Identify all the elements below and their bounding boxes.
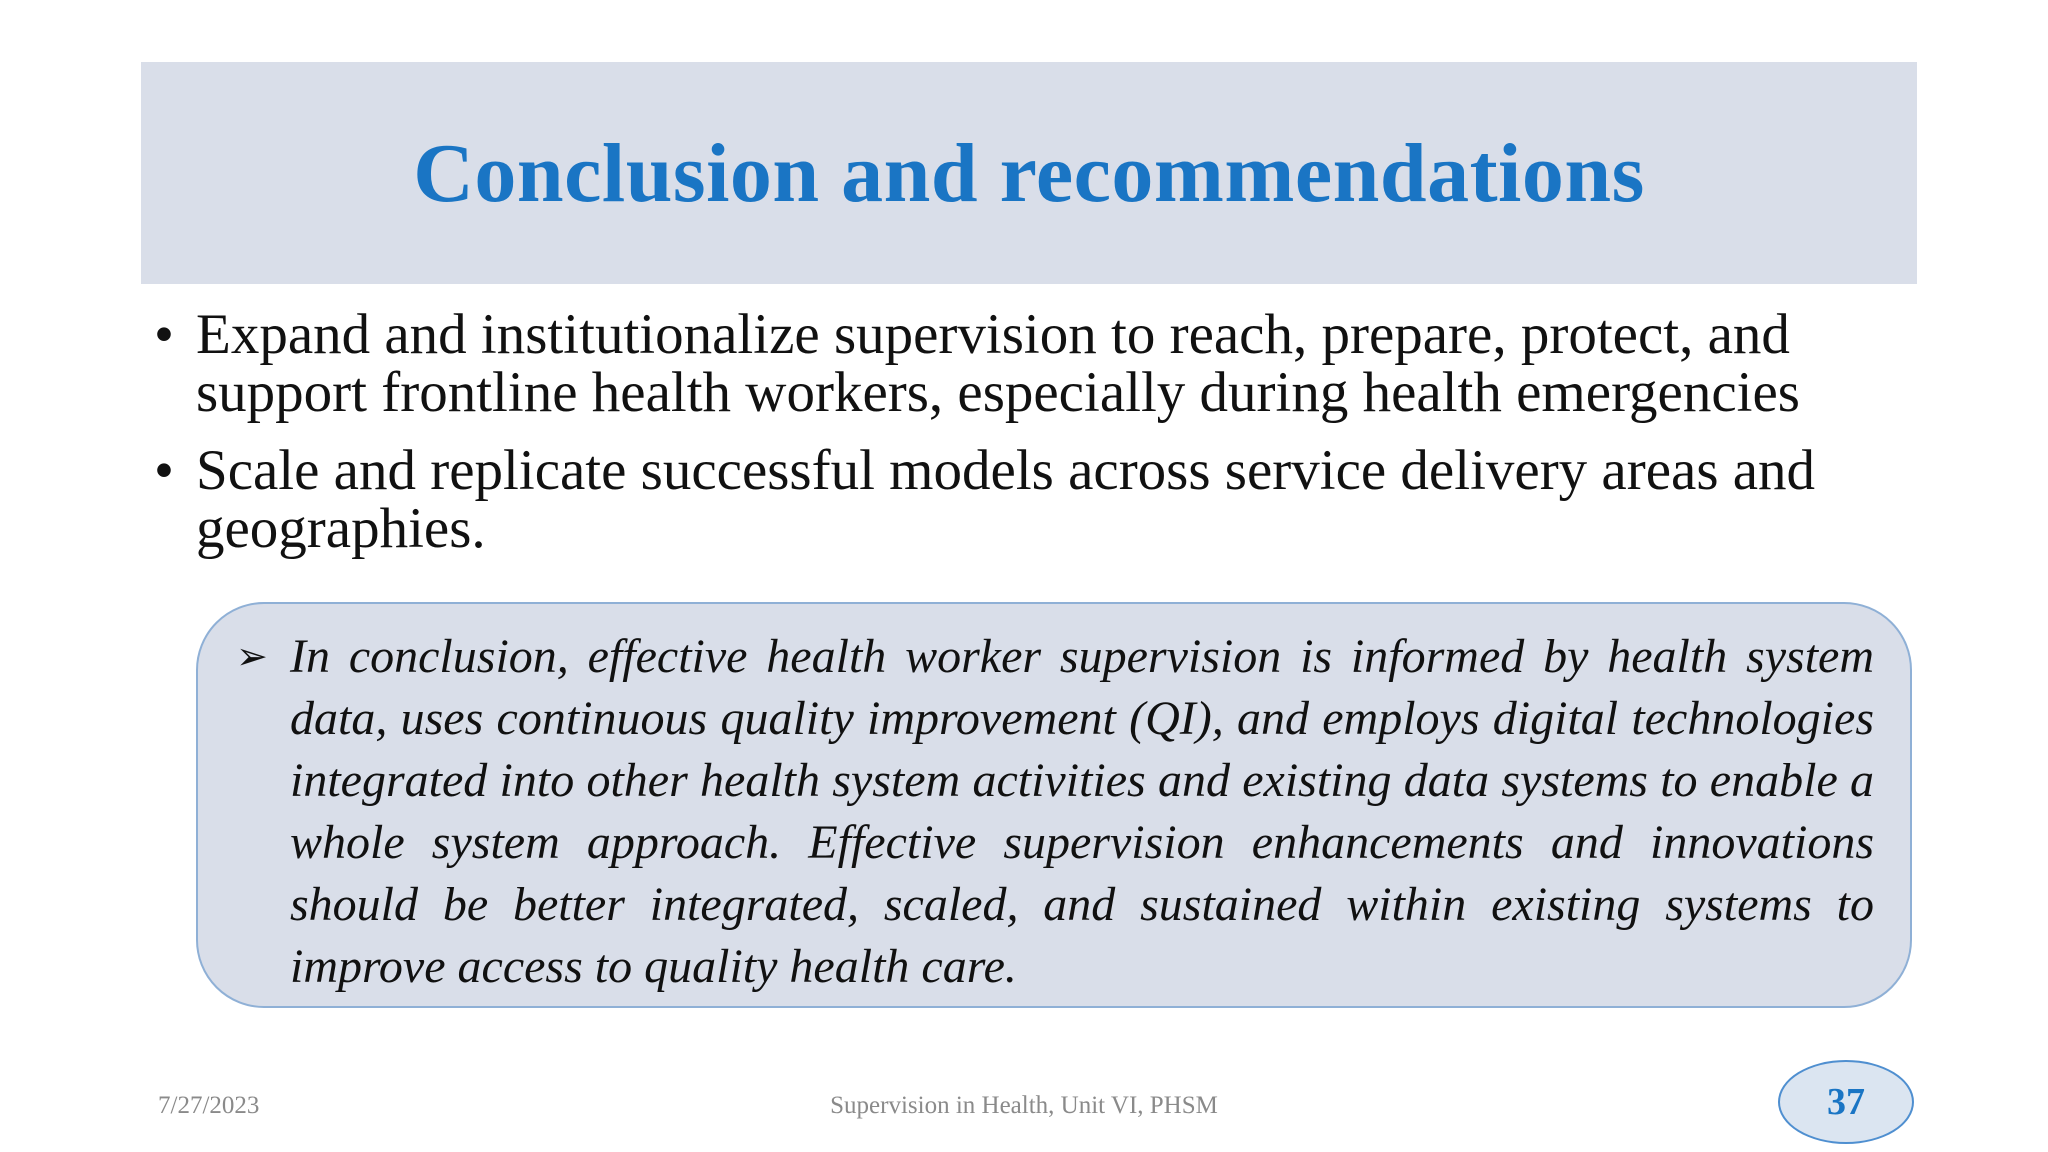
bullet-dot-icon: • xyxy=(154,303,174,366)
conclusion-callout xyxy=(196,602,1912,1008)
title-band xyxy=(141,62,1917,284)
bullet-item xyxy=(150,439,1910,560)
bullet-item xyxy=(150,303,1910,424)
footer-title: Supervision in Health, Unit VI, PHSM xyxy=(830,1092,1218,1119)
callout-text: In conclusion, effective health worker supervision is informed by health system data, uses continuous quality improvement (QI), and employs digital technologies integrated into other health system activities and existing data systems to enable a whole system approach. Effective supervision enhancements and innovations should be better integrated, scaled, and sustained within existing systems to improve access to quality health care. xyxy=(290,630,1874,993)
page-number-badge xyxy=(1778,1060,1914,1144)
bullet-dot-icon: • xyxy=(154,439,174,502)
footer-date: 7/27/2023 xyxy=(158,1092,260,1119)
bullet-text: Expand and institutionalize supervision to reach, prepare, protect, and support frontline health workers, especially during health emergencies xyxy=(196,303,1800,424)
page-number: 37 xyxy=(1827,1081,1865,1123)
bullet-list xyxy=(150,303,1910,578)
arrow-bullet-icon: ➢ xyxy=(236,634,268,678)
bullet-text: Scale and replicate successful models across service delivery areas and geographies. xyxy=(196,439,1816,560)
slide-title: Conclusion and recommendations xyxy=(413,126,1645,220)
